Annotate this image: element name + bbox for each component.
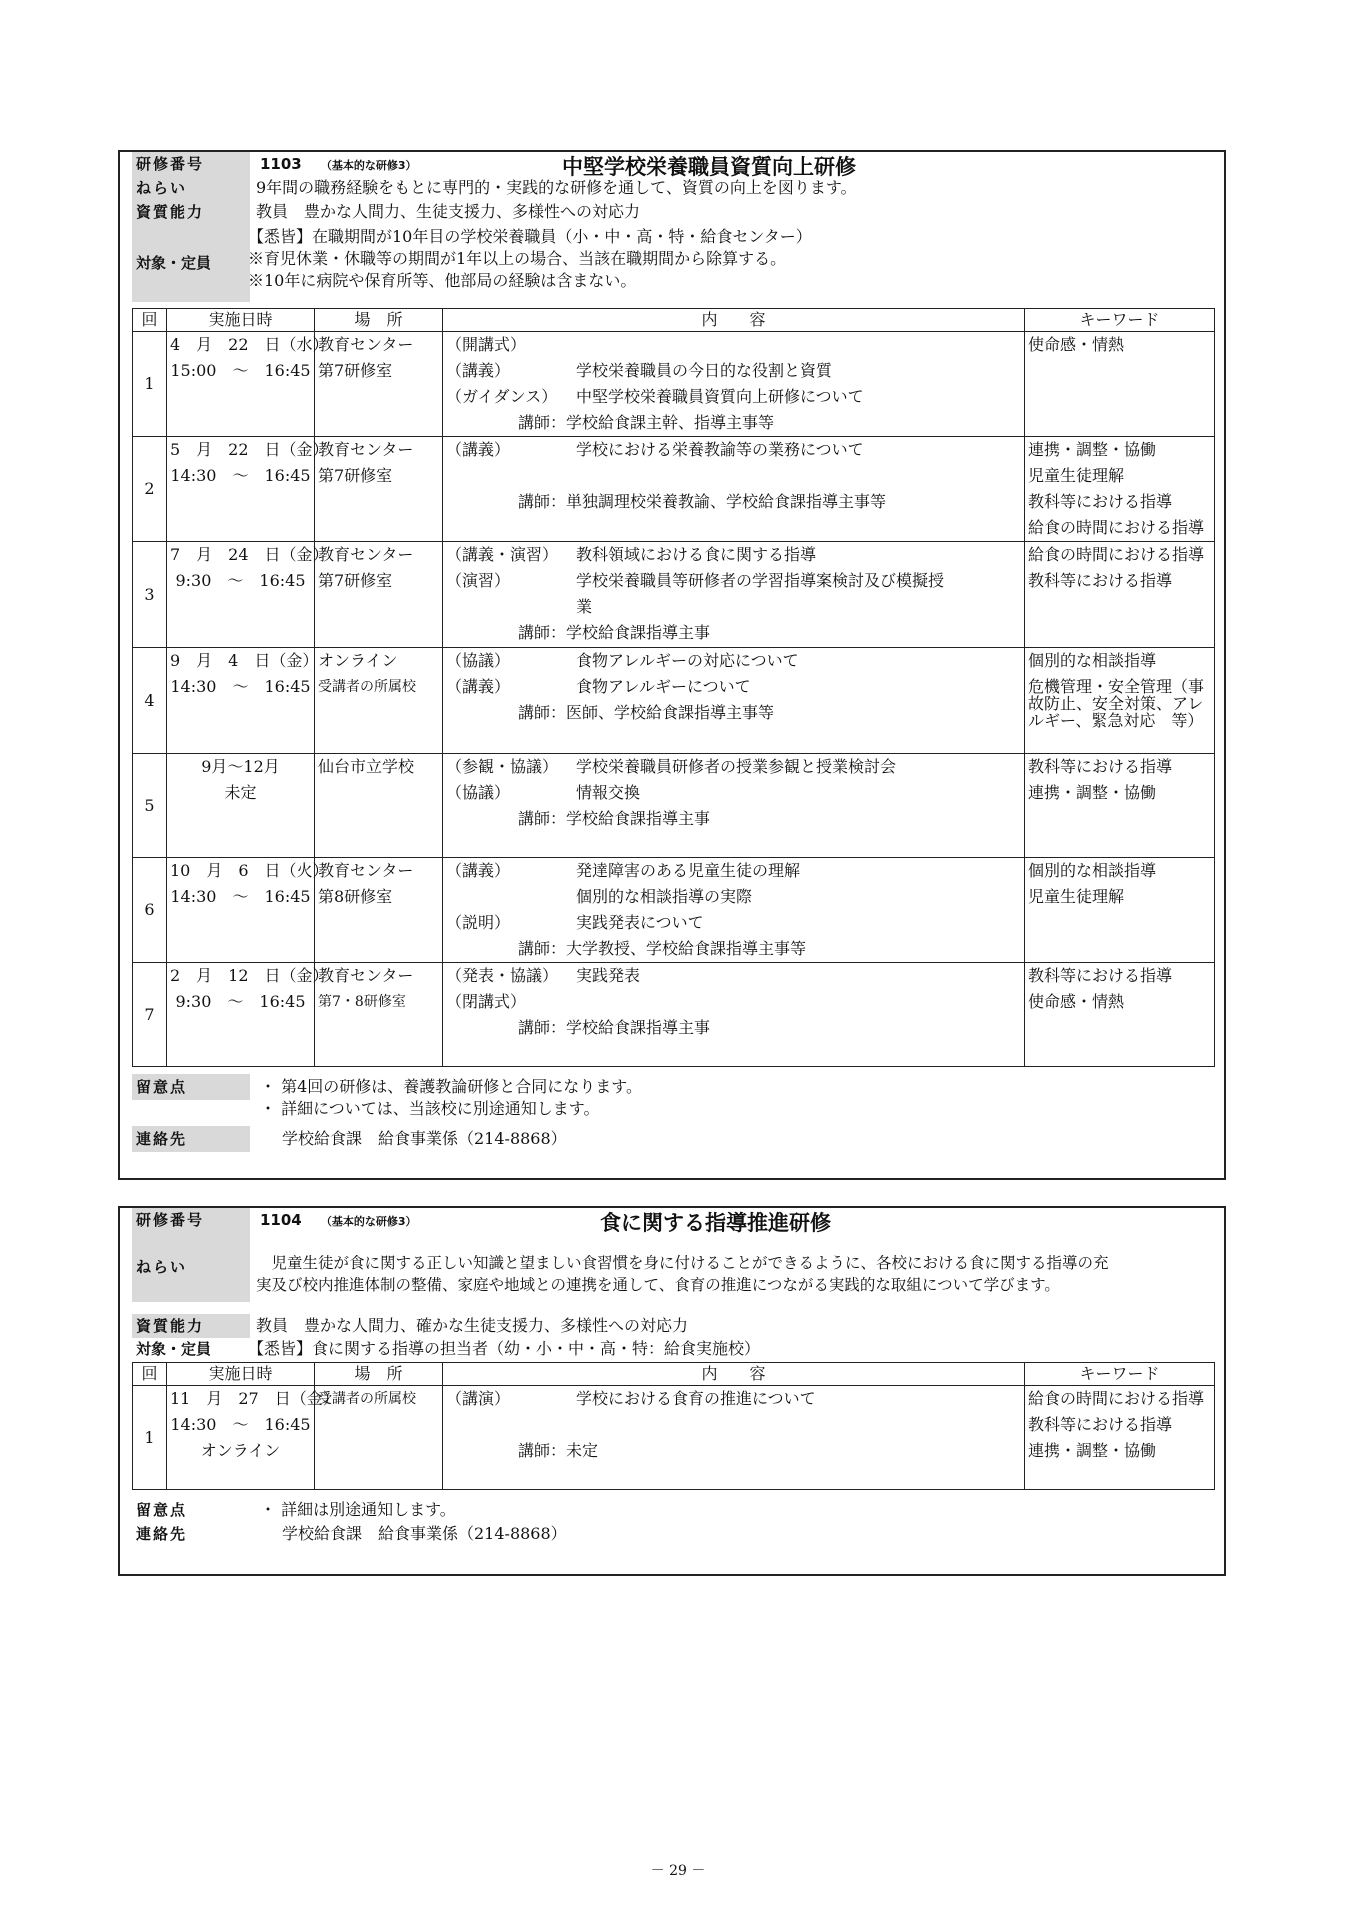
keyword-item: 教科等における指導 [1028,966,1173,985]
date-line: 14:30 ～ 16:45 [170,466,311,485]
number-row [260,1209,417,1233]
content-line [446,806,1021,832]
training-title: 中堅学校栄養職員資質向上研修 [562,155,856,179]
aim-text [256,1252,1109,1296]
keyword-item: 連携・調整・協働 [1028,1441,1157,1460]
table-row [133,754,1215,858]
keyword-item: 個別的な相談指導 [1028,651,1157,670]
place-line: オンライン [318,651,398,670]
place-line: 教育センター [318,545,414,564]
notes-label: 留意点 [132,1074,250,1100]
lecturer: 講師：大学教授、学校給食課指導主事等 [518,939,807,958]
contact-label: 連絡先 [132,1126,250,1152]
content-type: （協議） [446,783,511,802]
content-line [446,963,1021,989]
keyword-item: 教科等における指導 [1028,492,1173,511]
content-line [446,358,1021,384]
col-content: 内 容 [443,309,1025,332]
target-label: 対象・定員 [136,1340,212,1358]
table-row [133,858,1215,963]
aim-line: 実及び校内推進体制の整備、家庭や地域との連携を通して、食育の推進につながる実践的な取組について学びます。 [256,1276,1060,1294]
place-line: 教育センター [318,966,414,985]
col-place: 場 所 [315,1363,443,1386]
keyword-item: 児童生徒理解 [1028,466,1125,485]
content-line [446,1412,1021,1438]
session-number: 4 [133,648,167,754]
place-line: 教育センター [318,861,414,880]
content-line [446,1386,1021,1412]
table-row [133,963,1215,1067]
notes-label: 留意点 [136,1501,188,1519]
content-text: 学校における食育の推進について [576,1389,816,1408]
col-keyword: キーワード [1025,309,1215,332]
place-line: 仙台市立学校 [318,757,415,776]
session-keywords [1025,437,1215,542]
keyword-item: 給食の時間における指導 [1028,545,1205,564]
session-content [443,542,1025,648]
date-line: 未定 [224,783,257,802]
content-text: 学校栄養職員の今日的な役割と資質 [576,361,833,380]
content-text: 学校における栄養教諭等の業務について [576,440,864,459]
session-date [167,542,329,648]
content-line [446,858,1021,884]
session-place [315,648,443,754]
place-line: 第8研修室 [318,887,393,906]
content-type: （講義・演習） [446,545,559,564]
content-type: （参観・協議） [446,757,559,776]
col-keyword: キーワード [1025,1363,1215,1386]
session-place [315,542,443,648]
date-line: 2 月 12 日（金） [170,966,329,985]
number-label: 研修番号 [132,1208,250,1232]
content-type: （開講式） [446,335,527,354]
col-date: 実施日時 [167,1363,315,1386]
content-line [446,989,1021,1015]
lecturer: 講師：学校給食課指導主事 [518,623,711,642]
content-line [446,332,1021,358]
date-line: 14:30 ～ 16:45 [170,677,311,696]
content-type: （ガイダンス） [446,387,558,406]
target-line: 【悉皆】在職期間が10年目の学校栄養職員（小・中・高・特・給食センター） [248,227,812,246]
content-line [446,594,1021,620]
content-text: 教科領域における食に関する指導 [576,545,817,564]
content-line [446,437,1021,463]
session-content [443,858,1025,963]
content-text: 中堅学校栄養職員資質向上研修について [576,387,864,406]
content-line [446,884,1021,910]
content-type: （講義） [446,361,511,380]
content-type: （講演） [446,1389,511,1408]
content-line [446,463,1021,489]
content-text: 学校栄養職員等研修者の学習指導案検討及び模擬授 [576,571,945,590]
session-number: 2 [133,437,167,542]
content-text: 実践発表 [576,966,641,985]
ability-text: 教員 豊かな人間力、生徒支援力、多様性への対応力 [256,202,641,221]
session-date [167,754,315,858]
keyword-item: 連携・調整・協働 [1028,783,1157,802]
content-line [446,542,1021,568]
col-content: 内 容 [443,1363,1025,1386]
content-line [446,648,1021,674]
keyword-item: 給食の時間における指導 [1028,1389,1205,1408]
ability-label: 資質能力 [132,1314,250,1338]
session-number: 1 [133,1386,167,1490]
session-place [315,437,443,542]
session-content [443,963,1025,1067]
date-line: 15:00 ～ 16:45 [170,361,311,380]
session-keywords [1025,754,1215,858]
content-line [446,489,1021,515]
keyword-item: 使命感・情熱 [1028,335,1125,354]
content-line [446,568,1021,594]
notes [260,1076,642,1120]
lecturer: 講師：学校給食課指導主事 [518,1018,711,1037]
table-header-row [133,309,1215,332]
col-no: 回 [133,1363,167,1386]
place-line: 教育センター [318,335,414,354]
keyword-item: 使命感・情熱 [1028,992,1125,1011]
table-row [133,648,1215,754]
content-line [446,936,1021,962]
table-row [133,437,1215,542]
content-line [446,754,1021,780]
table-row [133,1386,1215,1490]
content-type: （発表・協議） [446,966,559,985]
content-line [446,620,1021,646]
session-place [315,858,443,963]
content-type: （講義） [446,861,511,880]
place-line: 受講者の所属校 [318,1391,416,1407]
session-number: 7 [133,963,167,1067]
place-line: 教育センター [318,440,414,459]
aim-label: ねらい [132,1232,250,1302]
session-content [443,754,1025,858]
col-date: 実施日時 [167,309,315,332]
training-number: 1103 [260,155,302,173]
lecturer: 講師：学校給食課指導主事 [518,809,711,828]
note-item: ・ 第4回の研修は、養護教論研修と合同になります。 [260,1077,642,1096]
content-line [446,780,1021,806]
session-keywords [1025,1386,1215,1490]
training-category: （基本的な研修3） [320,1215,417,1228]
session-keywords [1025,858,1215,963]
date-line: オンライン [200,1441,281,1460]
keyword-item: 教科等における指導 [1028,1415,1173,1434]
contact-text: 学校給食課 給食事業係（214-8868） [282,1524,567,1543]
schedule-table [132,1362,1215,1490]
session-place [315,754,443,858]
target-text [248,226,812,292]
keyword-item: 児童生徒理解 [1028,887,1125,906]
contact-text: 学校給食課 給食事業係（214-8868） [282,1129,567,1148]
target-label: 対象・定員 [132,224,250,302]
place-line: 受講者の所属校 [318,679,416,695]
content-text: 実践発表について [576,913,704,932]
session-content [443,437,1025,542]
contact-label: 連絡先 [136,1525,188,1543]
session-content [443,1386,1025,1490]
lecturer: 講師：単独調理校栄養教諭、学校給食課指導主事等 [518,492,887,511]
ability-label: 資質能力 [132,200,250,224]
keyword-item: 給食の時間における指導 [1028,518,1205,537]
session-place [315,332,443,437]
session-content [443,332,1025,437]
date-line: 9 月 4 日（金） [170,651,319,670]
target-line: ※10年に病院や保育所等、他部局の経験は含まない。 [248,271,637,290]
content-type: （講義） [446,677,511,696]
content-line [446,1015,1021,1041]
page-number: － 29 － [650,1863,706,1879]
content-type: （講義） [446,440,511,459]
session-content [443,648,1025,754]
content-text: 発達障害のある児童生徒の理解 [576,861,801,880]
content-text: 食物アレルギーについて [576,677,751,696]
note-item: ・ 詳細については、当該校に別途通知します。 [260,1099,600,1118]
content-line [446,384,1021,410]
session-keywords [1025,542,1215,648]
session-date [167,437,329,542]
session-place [315,963,443,1067]
note-item: ・ 詳細は別途通知します。 [260,1500,456,1519]
col-place: 場 所 [315,309,443,332]
keyword-item: 危機管理・安全管理（事故防止、安全対策、アレルギー、緊急対応 等） [1028,677,1205,730]
content-type: （閉講式） [446,992,527,1011]
session-keywords [1025,648,1215,754]
date-line: 14:30 ～ 16:45 [170,887,311,906]
session-number: 3 [133,542,167,648]
keyword-item: 連携・調整・協働 [1028,440,1157,459]
session-number: 6 [133,858,167,963]
training-block-1103 [118,150,1226,1180]
target-text: 【悉皆】食に関する指導の担当者（幼・小・中・高・特：給食実施校） [248,1339,761,1358]
date-line: 9月～12月 [201,757,280,776]
training-category: （基本的な研修3） [320,159,417,172]
content-type: （説明） [446,913,511,932]
date-line: 7 月 24 日（金） [170,545,329,564]
content-text: 学校栄養職員研修者の授業参観と授業検討会 [576,757,897,776]
content-line [446,910,1021,936]
date-line: 10 月 6 日（火） [170,861,329,880]
date-line: 5 月 22 日（金） [170,440,329,459]
content-text: 個別的な相談指導の実際 [576,887,753,906]
aim-text: 9年間の職務経験をもとに専門的・実践的な研修を通して、資質の向上を図ります。 [256,178,857,197]
number-label: 研修番号 [132,152,250,176]
target-line: ※育児休業・休職等の期間が1年以上の場合、当該在職期間から除算する。 [248,249,787,268]
content-line [446,674,1021,700]
date-line: 14:30 ～ 16:45 [170,1415,311,1434]
ability-text: 教員 豊かな人間力、確かな生徒支援力、多様性への対応力 [256,1316,689,1335]
date-line: 11 月 27 日（金） [170,1389,339,1408]
lecturer: 講師：未定 [518,1441,599,1460]
content-type: （演習） [446,571,511,590]
session-date [167,963,329,1067]
session-keywords [1025,332,1215,437]
lecturer: 講師：医師、学校給食課指導主事等 [518,703,775,722]
keyword-item: 教科等における指導 [1028,571,1173,590]
session-number: 5 [133,754,167,858]
content-line [446,410,1021,436]
table-header-row [133,1363,1215,1386]
place-line: 第7研修室 [318,466,393,485]
number-row [260,153,417,177]
table-row [133,542,1215,648]
aim-label: ねらい [132,176,250,200]
session-date [167,648,319,754]
session-date [167,858,329,963]
session-date [167,1386,339,1490]
table-row [133,332,1215,437]
content-type: （協議） [446,651,511,670]
training-block-1104 [118,1206,1226,1576]
training-title: 食に関する指導推進研修 [600,1211,831,1235]
keyword-item: 個別的な相談指導 [1028,861,1157,880]
aim-line: 児童生徒が食に関する正しい知識と望ましい食習慣を身に付けることができるように、各校における食に関する指導の充 [256,1254,1109,1272]
date-line: 9:30 ～ 16:45 [175,571,306,590]
col-no: 回 [133,309,167,332]
session-date [167,332,329,437]
schedule-table [132,308,1215,1067]
place-line: 第7研修室 [318,361,393,380]
content-line [446,1438,1021,1464]
content-text: 情報交換 [576,783,641,802]
date-line: 9:30 ～ 16:45 [175,992,306,1011]
session-keywords [1025,963,1215,1067]
session-place [315,1386,443,1490]
content-text: 食物アレルギーの対応について [576,651,799,670]
session-number: 1 [133,332,167,437]
keyword-item: 教科等における指導 [1028,757,1173,776]
content-text: 業 [576,597,593,616]
place-line: 第7・8研修室 [318,994,406,1010]
content-line [446,700,1021,726]
place-line: 第7研修室 [318,571,393,590]
lecturer: 講師：学校給食課主幹、指導主事等 [518,413,775,432]
training-number: 1104 [260,1211,302,1229]
date-line: 4 月 22 日（水） [170,335,329,354]
